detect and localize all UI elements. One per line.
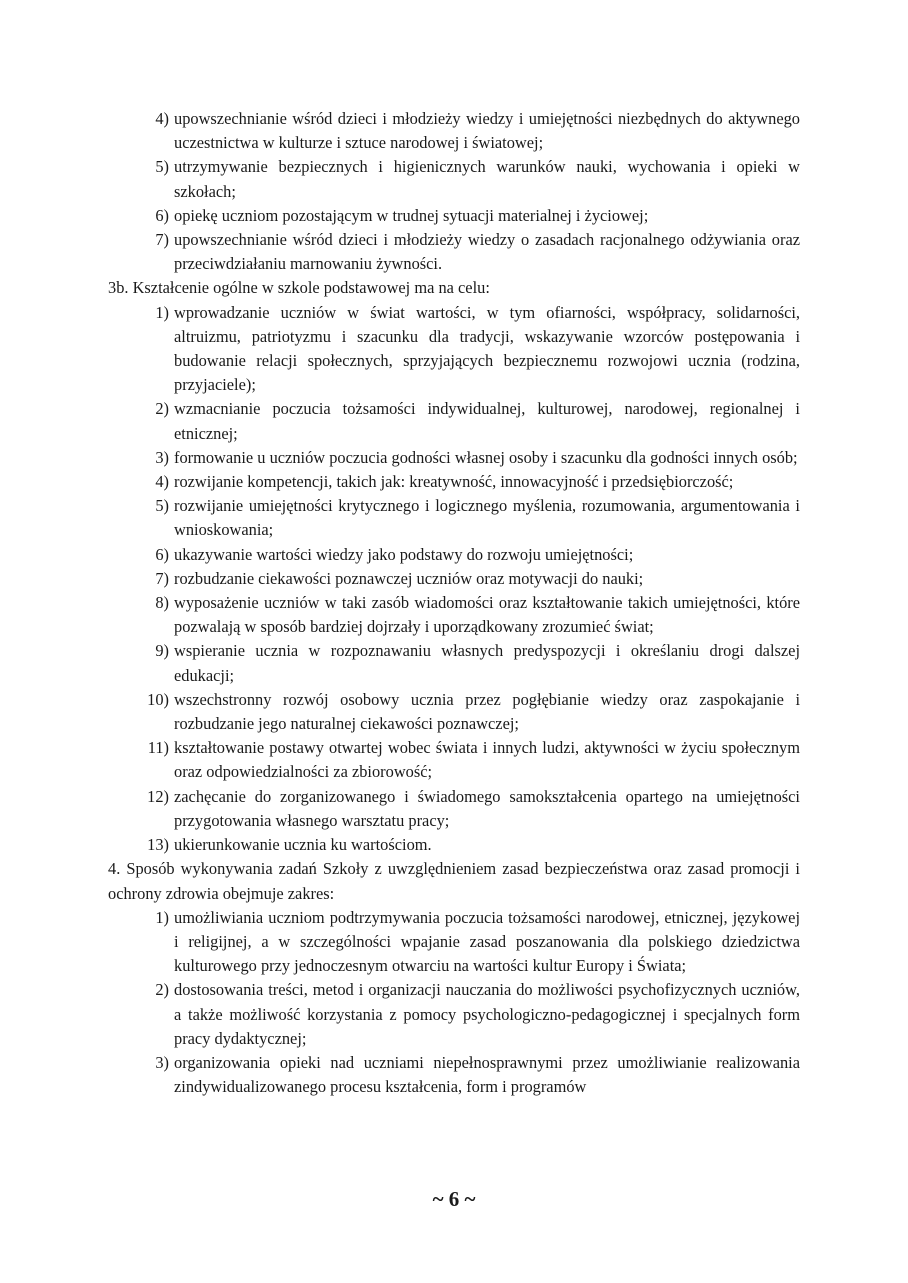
list-text: organizowania opieki nad uczniami niepełnosprawnymi przez umożliwianie realizowania zindywidualizowanego procesu kształcenia, form i programów bbox=[174, 1052, 800, 1097]
list-text: utrzymywanie bezpiecznych i higienicznych warunków nauki, wychowania i opieki w szkołach; bbox=[174, 157, 800, 201]
list-number: 9) bbox=[155, 641, 169, 661]
list-text: ukierunkowanie ucznia ku wartościom. bbox=[174, 835, 432, 855]
list-number: 2) bbox=[155, 399, 169, 419]
list-text: opiekę uczniom pozostającym w trudnej sytuacji materialnej i życiowej; bbox=[174, 205, 649, 225]
list-number: 2) bbox=[155, 980, 169, 1000]
list-number: 1) bbox=[155, 302, 169, 322]
list-text: formowanie u uczniów poczucia godności własnej osoby i szacunku dla godności innych osób; bbox=[174, 447, 798, 467]
list-number: 1) bbox=[155, 907, 169, 927]
list-text: wyposażenie uczniów w taki zasób wiadomości oraz kształtowanie takich umiejętności, które pozwalają w sposób bardziej dojrzały i uporządkowany zrozumieć świat; bbox=[174, 593, 800, 637]
list-number: 4) bbox=[155, 472, 169, 492]
list-item bbox=[108, 494, 800, 542]
list-number: 12) bbox=[147, 786, 169, 806]
list-item bbox=[108, 228, 800, 276]
list-number: 6) bbox=[155, 205, 169, 225]
list-text: wspieranie ucznia w rozpoznawaniu własnych predyspozycji i określaniu drogi dalszej edukacji; bbox=[174, 641, 800, 685]
list-item bbox=[108, 543, 800, 567]
list-item bbox=[108, 639, 800, 687]
list-item bbox=[108, 446, 800, 470]
list-text: ukazywanie wartości wiedzy jako podstawy do rozwoju umiejętności; bbox=[174, 544, 634, 564]
list-number: 10) bbox=[147, 689, 169, 709]
list-item bbox=[108, 785, 800, 833]
page-number: ~ 6 ~ bbox=[432, 1187, 476, 1211]
list-item bbox=[108, 978, 800, 1051]
list-number: 6) bbox=[155, 544, 169, 564]
list-text: rozwijanie umiejętności krytycznego i logicznego myślenia, rozumowania, argumentowania i wnioskowania; bbox=[174, 496, 800, 540]
list-item bbox=[108, 736, 800, 784]
list-item bbox=[108, 155, 800, 203]
list-item bbox=[108, 470, 800, 494]
list-text: kształtowanie postawy otwartej wobec świata i innych ludzi, aktywności w życiu społecznym oraz odpowiedzialności za zbiorowość; bbox=[174, 738, 800, 782]
list-item bbox=[108, 688, 800, 736]
list-text: dostosowania treści, metod i organizacji nauczania do możliwości psychofizycznych uczniów, a także możliwość korzystania z pomocy psychologiczno-pedagogicznej i specjalnych form pracy dydaktycznej; bbox=[174, 980, 800, 1048]
list-item bbox=[108, 107, 800, 155]
list-item bbox=[108, 567, 800, 591]
list-item bbox=[108, 204, 800, 228]
list-text: rozbudzanie ciekawości poznawczej uczniów oraz motywacji do nauki; bbox=[174, 568, 644, 588]
section-4-heading: 4. Sposób wykonywania zadań Szkoły z uwzględnieniem zasad bezpieczeństwa oraz zasad promocji i ochrony zdrowia obejmuje zakres: bbox=[108, 859, 800, 903]
list-number: 8) bbox=[155, 593, 169, 613]
list-text: wszechstronny rozwój osobowy ucznia przez pogłębianie wiedzy oraz zaspokajanie i rozbudzanie jego naturalnej ciekawości poznawczej; bbox=[174, 689, 800, 734]
list-item bbox=[108, 397, 800, 445]
list-text: zachęcanie do zorganizowanego i świadomego samokształcenia opartego na umiejętności przygotowania własnego warsztatu pracy; bbox=[174, 786, 800, 830]
list-text: wprowadzanie uczniów w świat wartości, w tym ofiarności, współpracy, solidarności, altruizmu, patriotyzmu i szacunku dla tradycji, wskazywanie wzorców postępowania i budowanie relacji społecznych, sprzyjających bezpiecznemu rozwojowi ucznia (rodzina, przyjaciele); bbox=[174, 302, 800, 395]
list-item bbox=[108, 301, 800, 398]
list-number: 7) bbox=[155, 230, 169, 250]
list-number: 3) bbox=[155, 1052, 169, 1072]
list-number: 7) bbox=[155, 568, 169, 588]
list-number: 4) bbox=[155, 109, 169, 128]
section-3b-heading: 3b. Kształcenie ogólne w szkole podstawowej ma na celu: bbox=[108, 278, 490, 298]
list-number: 3) bbox=[155, 447, 169, 467]
list-item bbox=[108, 906, 800, 979]
list-number: 5) bbox=[155, 496, 169, 516]
list-number: 5) bbox=[155, 157, 169, 177]
list-number: 13) bbox=[147, 835, 169, 855]
list-item bbox=[108, 591, 800, 639]
list-number: 11) bbox=[147, 738, 169, 758]
list-item bbox=[108, 833, 800, 857]
list-text: upowszechnianie wśród dzieci i młodzieży wiedzy o zasadach racjonalnego odżywiania oraz przeciwdziałaniu marnowaniu żywności. bbox=[174, 230, 800, 274]
list-text: upowszechnianie wśród dzieci i młodzieży wiedzy i umiejętności niezbędnych do aktywnego uczestnictwa w kulturze i sztuce narodowej i światowej; bbox=[174, 109, 800, 153]
page-content bbox=[108, 107, 800, 1099]
list-item bbox=[108, 1051, 800, 1099]
list-text: rozwijanie kompetencji, takich jak: kreatywność, innowacyjność i przedsiębiorczość; bbox=[174, 472, 734, 492]
list-text: wzmacnianie poczucia tożsamości indywidualnej, kulturowej, narodowej, regionalnej i etnicznej; bbox=[174, 399, 800, 443]
list-text: umożliwiania uczniom podtrzymywania poczucia tożsamości narodowej, etnicznej, językowej i religijnej, a w szczególności wpajanie zasad poszanowania dla polskiego dziedzictwa kulturowego przy jednoczesnym otwarciu na wartości kultur Europy i Świata; bbox=[174, 907, 800, 976]
